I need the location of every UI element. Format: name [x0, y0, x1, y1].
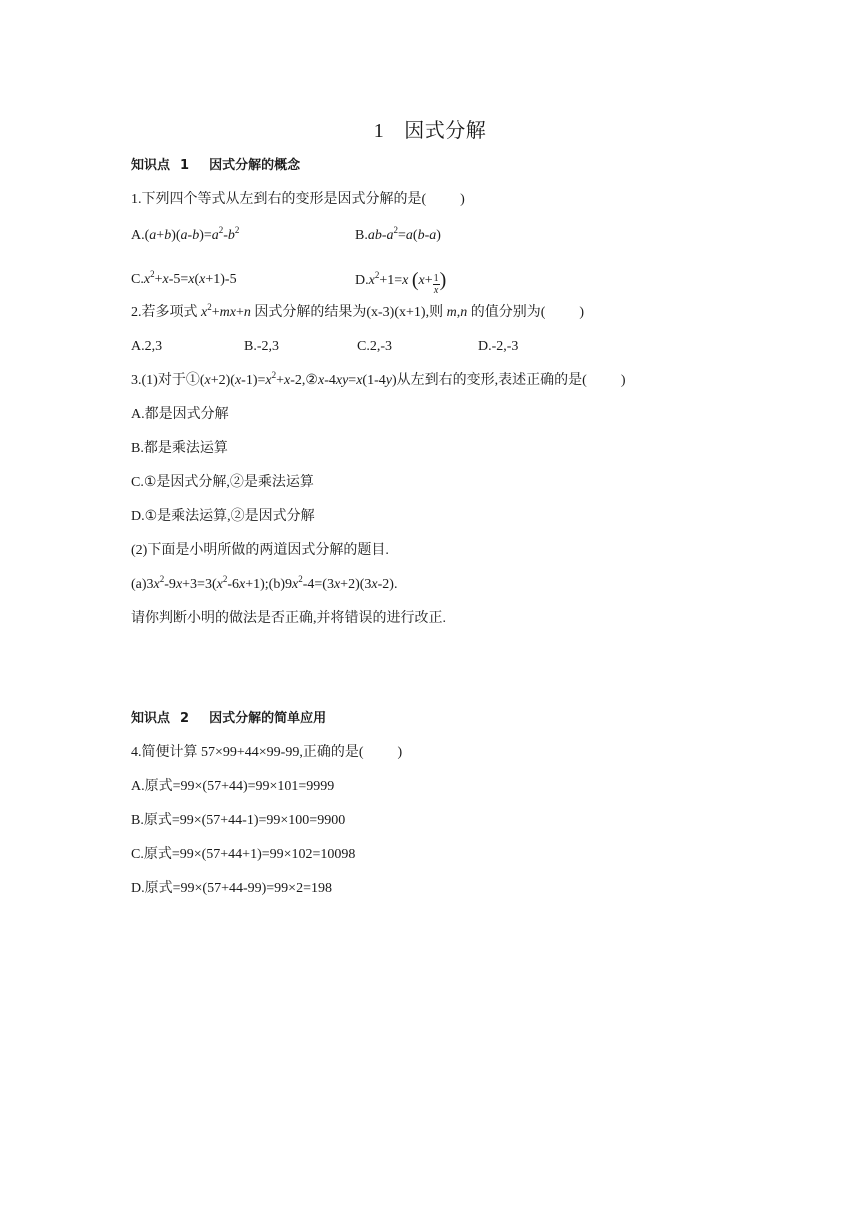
question-text: 因式分解的结果为(x-3)(x+1),则: [254, 305, 444, 320]
question-1-stem: [131, 190, 465, 210]
question-3-part-2-equations: $(a)3x^2-9x+3=3(x^2-6x+1);(b)9x^2-4=(3x+2)(3x-2)$.: [131, 574, 398, 592]
question-4-option-b: B.原式=99×(57+44-1)=99×100=9900: [131, 813, 346, 828]
question-3-option-c: C.①是因式分解,②是乘法运算: [131, 475, 314, 490]
question-1-option-b: $B.ab-a^2=a(b-a)$: [355, 225, 441, 243]
answer-paren-close: ): [620, 373, 626, 388]
page-title: [0, 114, 860, 143]
question-2-option-b: B.-2,3: [244, 339, 279, 354]
question-3-option-a: A.都是因式分解: [131, 407, 229, 422]
title-number: 1: [373, 120, 385, 142]
question-3-option-d: D.①是乘法运算,②是因式分解: [131, 509, 315, 524]
question-2-option-a: A.2,3: [131, 339, 163, 354]
question-4-stem: [131, 743, 402, 763]
question-text: 的值分别为(: [470, 305, 546, 320]
section-heading-1: [131, 156, 300, 176]
question-3-stem: 3.(1)对于$①(x+2)(x-1)=x^2+x-2,②x-4xy=x(1-4y)$从左到右的变形,表述正确的是( ): [131, 370, 626, 388]
question-text: 3.(1)对于①: [131, 373, 200, 388]
answer-paren-close: ): [397, 745, 403, 760]
question-2-stem: 2.若多项式 $x^2+mx+n$ 因式分解的结果为(x-3)(x+1),则 m,n 的值分别为( ): [131, 302, 585, 320]
section-name: 因式分解的简单应用: [209, 711, 327, 726]
question-text: 2.若多项式: [131, 305, 198, 320]
question-1-option-a: $A.(a+b)(a-b)=a^2-b^2$: [131, 225, 240, 243]
section-heading-2: [131, 709, 326, 729]
question-4-option-a: A.原式=99×(57+44)=99×101=9999: [131, 779, 335, 794]
question-text: 从左到右的变形,表述正确的是(: [396, 373, 587, 388]
section-label: 知识点: [131, 158, 171, 173]
answer-paren-close: ): [579, 305, 585, 320]
question-4-option-d: D.原式=99×(57+44-99)=99×2=198: [131, 881, 332, 896]
question-3-part-2-instruction: 请你判断小明的做法是否正确,并将错误的进行改正.: [131, 611, 446, 626]
question-3-part-2-stem: (2)下面是小明所做的两道因式分解的题目.: [131, 543, 389, 558]
question-2-option-c: C.2,-3: [357, 339, 392, 354]
question-1-option-d: $D.x^2+1=x$ (x+ $\frac{1}{x}$ ): [355, 269, 447, 296]
section-number: 2: [180, 711, 190, 726]
section-number: 1: [180, 158, 190, 173]
answer-paren-close: ): [460, 192, 465, 207]
question-1-option-c: $C.x^2+x-5=x(x+1)-5$: [131, 269, 237, 287]
question-text: 1.下列四个等式从左到右的变形是因式分解的是(: [131, 192, 427, 207]
section-label: 知识点: [131, 711, 171, 726]
title-text: 因式分解: [404, 120, 487, 142]
question-4-option-c: C.原式=99×(57+44+1)=99×102=10098: [131, 847, 356, 862]
question-3-option-b: B.都是乘法运算: [131, 441, 228, 456]
question-2-option-d: D.-2,-3: [478, 339, 519, 354]
question-text: 4.简便计算 57×99+44×99-99,正确的是(: [131, 745, 364, 760]
section-name: 因式分解的概念: [209, 158, 301, 173]
